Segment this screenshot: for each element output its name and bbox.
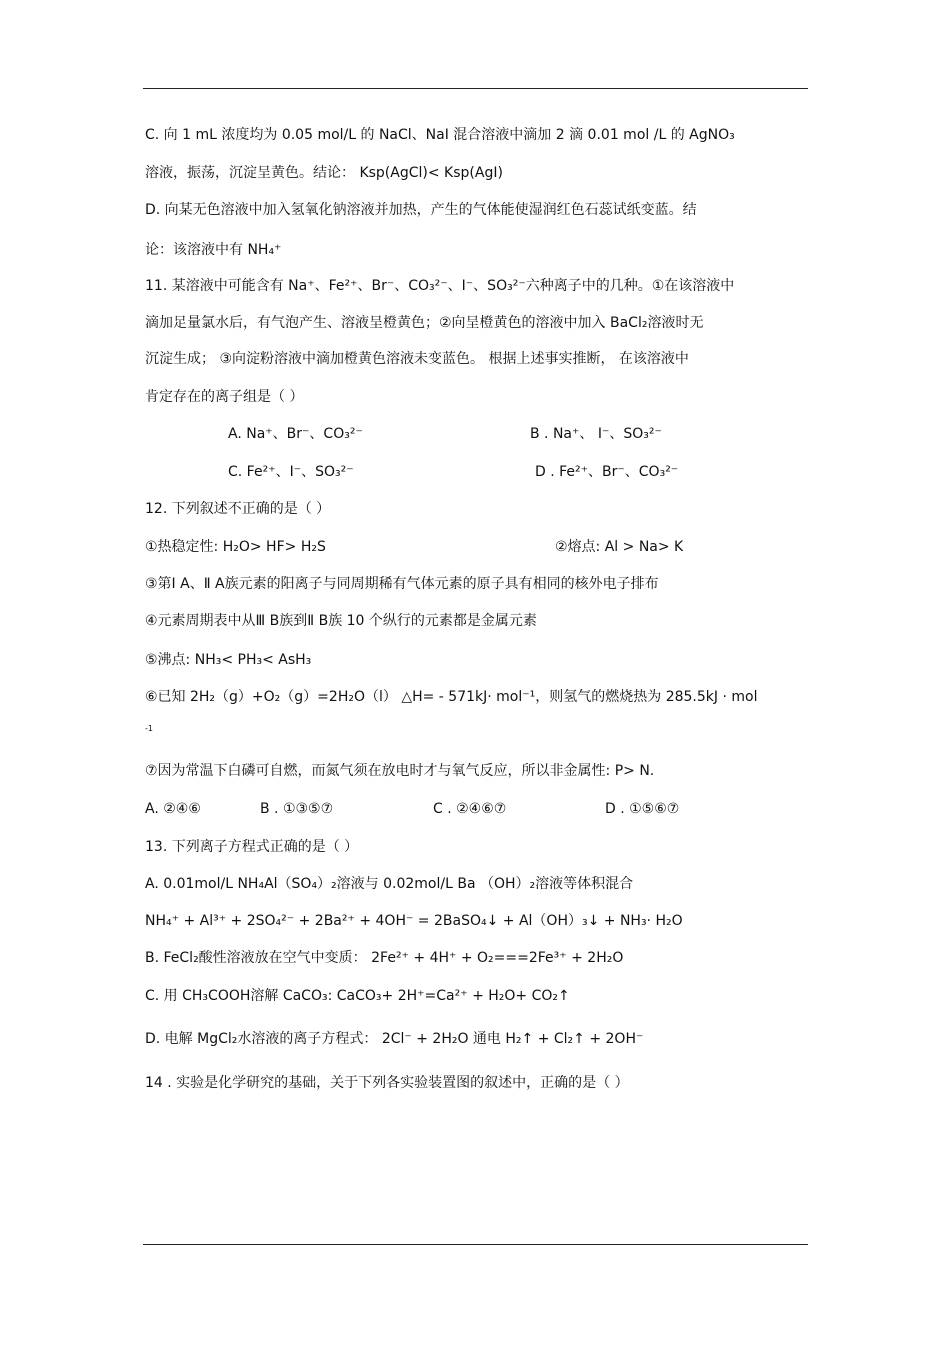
- equation: NH₄⁺ + Al³⁺ + 2SO₄²⁻ + 2Ba²⁺ + 4OH⁻ = 2BaSO₄↓ + Al（OH）₃↓ + NH₃· H₂O: [145, 913, 683, 929]
- text-line: ①热稳定性: H₂O> HF> H₂S: [145, 539, 326, 555]
- text-line: C. 用 CH₃COOH溶解 CaCO₃: CaCO₃+ 2H⁺=Ca²⁺ + H₂O+ CO₂↑: [145, 988, 570, 1004]
- question-14: 14 . 实验是化学研究的基础，关于下列各实验装置图的叙述中，正确的是（ ）: [145, 1075, 629, 1091]
- text-line: ⑥已知 2H₂（g）+O₂（g）=2H₂O（l） △H= - 571kJ· mol⁻¹，则氢气的燃烧热为 285.5kJ · mol: [145, 689, 758, 705]
- text-line: 肯定存在的离子组是（ ）: [145, 389, 304, 405]
- text-line: D. 电解 MgCl₂水溶液的离子方程式： 2Cl⁻ + 2H₂O 通电 H₂↑ + Cl₂↑ + 2OH⁻: [145, 1031, 644, 1047]
- text-line: 溶液，振荡，沉淀呈黄色。结论： Ksp(AgCl)< Ksp(AgI): [145, 165, 503, 181]
- option-d: D . ①⑤⑥⑦: [605, 801, 680, 817]
- text-line: C. 向 1 mL 浓度均为 0.05 mol/L 的 NaCl、NaI 混合溶液中滴加 2 滴 0.01 mol /L 的 AgNO₃: [145, 127, 735, 143]
- text-line: 滴加足量氯水后，有气泡产生、溶液呈橙黄色；②向呈橙黄色的溶液中加入 BaCl₂溶液时无: [145, 315, 704, 331]
- text-line: ③第Ⅰ A、Ⅱ A族元素的阳离子与同周期稀有气体元素的原子具有相同的核外电子排布: [145, 576, 659, 592]
- text-line: B. FeCl₂酸性溶液放在空气中变质： 2Fe²⁺ + 4H⁺ + O₂===2Fe³⁺ + 2H₂O: [145, 950, 624, 966]
- question-12: 12. 下列叙述不正确的是（ ）: [145, 501, 331, 517]
- question-11: 11. 某溶液中可能含有 Na⁺、Fe²⁺、Br⁻、CO₃²⁻、I⁻、SO₃²⁻六种离子中的几种。①在该溶液中: [145, 278, 735, 294]
- option-c: C . ②④⑥⑦: [433, 801, 507, 817]
- text-line: -1: [145, 724, 153, 733]
- question-13: 13. 下列离子方程式正确的是（ ）: [145, 839, 359, 855]
- top-rule: [143, 88, 808, 89]
- text-line: 沉淀生成； ③向淀粉溶液中滴加橙黄色溶液未变蓝色。 根据上述事实推断， 在该溶液中: [145, 351, 689, 367]
- text-line: ④元素周期表中从Ⅲ B族到Ⅱ B族 10 个纵行的元素都是金属元素: [145, 613, 537, 629]
- text-line: ②熔点: Al > Na> K: [555, 539, 684, 555]
- text-line: ⑤沸点: NH₃< PH₃< AsH₃: [145, 652, 312, 668]
- option-a: A. ②④⑥: [145, 801, 201, 817]
- bottom-rule: [143, 1244, 808, 1245]
- option-b: B . ①③⑤⑦: [260, 801, 334, 817]
- option-b: B . Na⁺、 I⁻、SO₃²⁻: [530, 426, 662, 442]
- option-a: A. Na⁺、Br⁻、CO₃²⁻: [228, 426, 363, 442]
- text-line: A. 0.01mol/L NH₄Al（SO₄）₂溶液与 0.02mol/L Ba （OH）₂溶液等体积混合: [145, 876, 634, 892]
- text-line: D. 向某无色溶液中加入氢氧化钠溶液并加热，产生的气体能使湿润红色石蕊试纸变蓝。结: [145, 202, 697, 218]
- option-d: D . Fe²⁺、Br⁻、CO₃²⁻: [535, 464, 679, 480]
- text-line: 论：该溶液中有 NH₄⁺: [145, 242, 282, 258]
- text-line: ⑦因为常温下白磷可自燃，而氮气须在放电时才与氧气反应，所以非金属性: P> N.: [145, 763, 655, 779]
- option-c: C. Fe²⁺、I⁻、SO₃²⁻: [228, 464, 354, 480]
